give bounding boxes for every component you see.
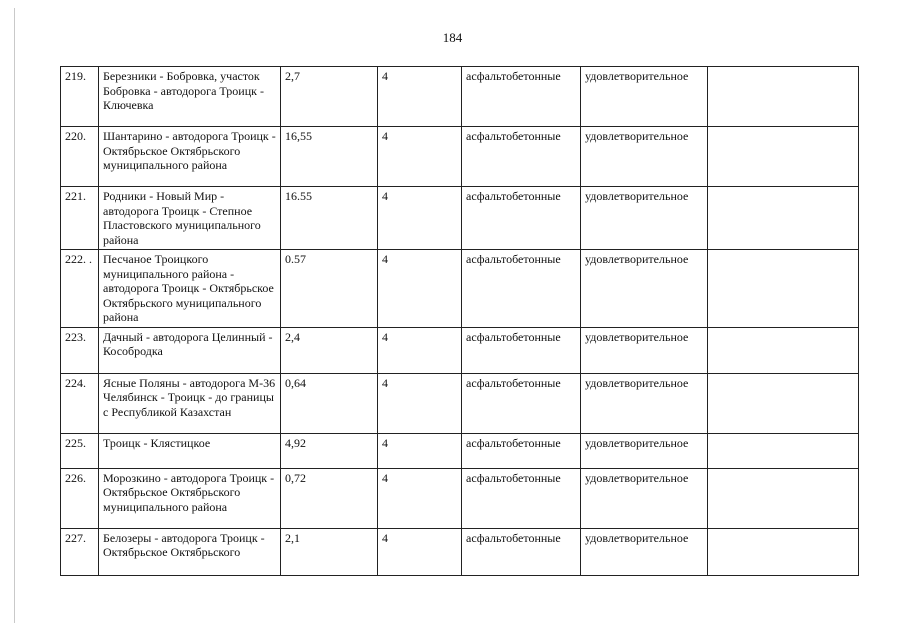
road-condition: удовлетворительное [581, 187, 708, 250]
road-name: Дачный - автодорога Целинный - Кособродка [99, 327, 281, 373]
road-category: 4 [378, 127, 462, 187]
road-length: 0,72 [281, 468, 378, 528]
road-category: 4 [378, 187, 462, 250]
road-note [708, 250, 859, 328]
road-condition: удовлетворительное [581, 327, 708, 373]
road-length: 16.55 [281, 187, 378, 250]
road-length: 4,92 [281, 433, 378, 468]
table-row [61, 433, 859, 468]
road-length: 16,55 [281, 127, 378, 187]
road-surface: асфальтобетонные [462, 187, 581, 250]
road-surface: асфальтобетонные [462, 327, 581, 373]
road-length: 0,64 [281, 373, 378, 433]
road-name: Шантарино - автодорога Троицк - Октябрьское Октябрьского муниципального района [99, 127, 281, 187]
road-note [708, 327, 859, 373]
road-name: Морозкино - автодорога Троицк - Октябрьское Октябрьского муниципального района [99, 468, 281, 528]
road-category: 4 [378, 67, 462, 127]
road-surface: асфальтобетонные [462, 373, 581, 433]
table-row [61, 187, 859, 250]
road-note [708, 127, 859, 187]
road-category: 4 [378, 373, 462, 433]
table-row [61, 327, 859, 373]
road-length: 2,4 [281, 327, 378, 373]
roads-table [60, 66, 859, 576]
road-note [708, 187, 859, 250]
row-number: 221. [61, 187, 99, 250]
road-condition: удовлетворительное [581, 528, 708, 575]
road-category: 4 [378, 528, 462, 575]
table-row [61, 67, 859, 127]
table-row [61, 468, 859, 528]
road-category: 4 [378, 433, 462, 468]
road-note [708, 373, 859, 433]
row-number: 219. [61, 67, 99, 127]
road-note [708, 468, 859, 528]
road-surface: асфальтобетонные [462, 127, 581, 187]
row-number: 227. [61, 528, 99, 575]
road-condition: удовлетворительное [581, 433, 708, 468]
road-name: Березники - Бобровка, участок Бобровка - автодорога Троицк - Ключевка [99, 67, 281, 127]
road-name: Белозеры - автодорога Троицк - Октябрьское Октябрьского [99, 528, 281, 575]
row-number: 224. [61, 373, 99, 433]
road-name: Родники - Новый Мир - автодорога Троицк - Степное Пластовского муниципального района [99, 187, 281, 250]
road-length: 0.57 [281, 250, 378, 328]
row-number: 223. [61, 327, 99, 373]
road-note [708, 528, 859, 575]
road-surface: асфальтобетонные [462, 250, 581, 328]
road-condition: удовлетворительное [581, 127, 708, 187]
row-number: 220. [61, 127, 99, 187]
table-row [61, 373, 859, 433]
page-edge-line [14, 8, 15, 623]
table-row [61, 250, 859, 328]
table-row [61, 528, 859, 575]
road-surface: асфальтобетонные [462, 67, 581, 127]
road-category: 4 [378, 250, 462, 328]
road-length: 2,7 [281, 67, 378, 127]
road-note [708, 67, 859, 127]
row-number: 225. [61, 433, 99, 468]
road-surface: асфальтобетонные [462, 528, 581, 575]
road-condition: удовлетворительное [581, 67, 708, 127]
road-note [708, 433, 859, 468]
road-category: 4 [378, 468, 462, 528]
row-number: 222. . [61, 250, 99, 328]
road-condition: удовлетворительное [581, 250, 708, 328]
row-number: 226. [61, 468, 99, 528]
road-name: Ясные Поляны - автодорога М-36 Челябинск - Троицк - до границы с Республикой Казахстан [99, 373, 281, 433]
road-condition: удовлетворительное [581, 373, 708, 433]
road-length: 2,1 [281, 528, 378, 575]
road-condition: удовлетворительное [581, 468, 708, 528]
page-number: 184 [442, 30, 463, 45]
road-category: 4 [378, 327, 462, 373]
road-surface: асфальтобетонные [462, 468, 581, 528]
road-name: Троицк - Клястицкое [99, 433, 281, 468]
road-name: Песчаное Троицкого муниципального района - автодорога Троицк - Октябрьское Октябрьского муниципального района [99, 250, 281, 328]
road-surface: асфальтобетонные [462, 433, 581, 468]
table-row [61, 127, 859, 187]
